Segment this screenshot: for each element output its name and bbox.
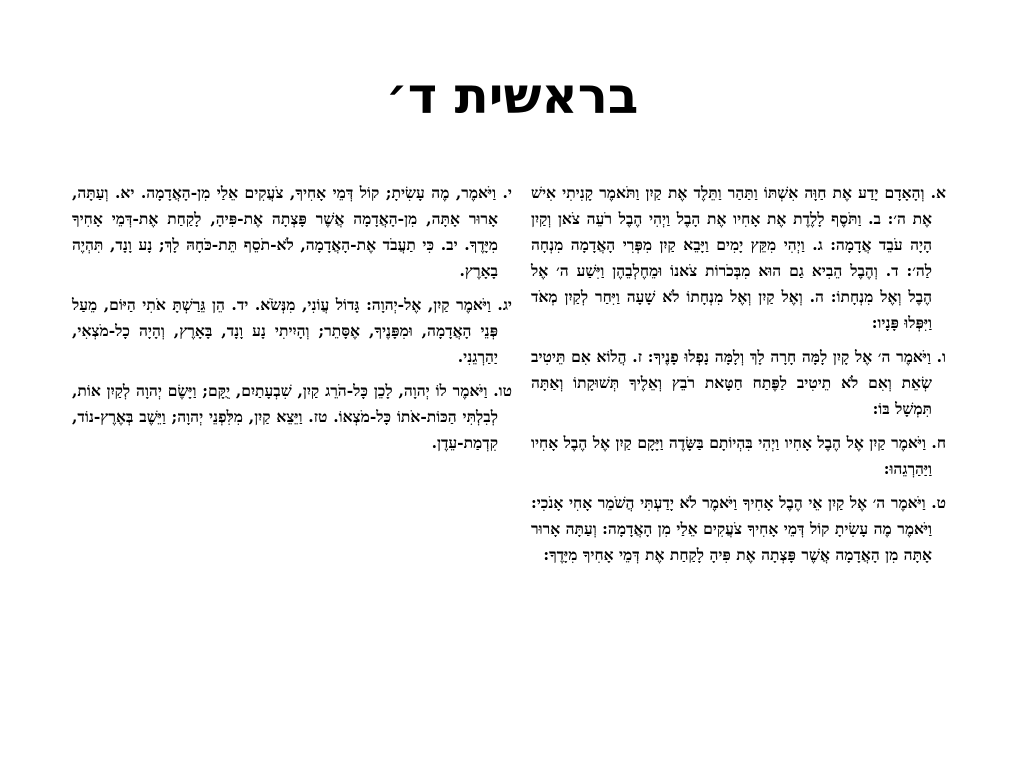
verse-paragraph: יג. וַיֹּאמֶר קַיִן, אֶל-יְהוָה: גָּדוֹל עֲוֹנִי, מִנְּשֹׂא. יד. הֵן גֵּרַשְׁתָּ אֹתִי הַיּוֹם, מֵעַל פְּנֵי הָאֲדָמָה, וּמִפָּנֶיךָ, אֶסָּתֵר; וְהָיִיתִי נָע וָנָד, בָּאָרֶץ, וְהָיָה כָל-מֹצְאִי, יַהַרְגֵנִי. — [72, 295, 512, 366]
verse-paragraph: ו. וַיֹּאמֶר ה׳ אֶל קָיִן לָמָּה חָרָה לָךְ וְלָמָּה נָפְלוּ פָנֶיךָ: ז. הֲלוֹא אִם תֵּיטִיב שְׂאֵת וְאִם לֹא תֵיטִיב לַפֶּתַח חַטָּאת רֹבֵץ וְאֵלֶיךָ תְּשׁוּקָתוֹ וְאַתָּה תִּמְשָׁל בּוֹ: — [531, 347, 946, 418]
verse-paragraph: י. וַיֹּאמֶר, מֶה עָשִׂיתָ; קוֹל דְּמֵי אָחִיךָ, צֹעֲקִים אֵלַי מִן-הָאֲדָמָה. יא. וְעַתָּה, אָרוּר אָתָּה, מִן-הָאֲדָמָה אֲשֶׁר פָּצְתָה אֶת-פִּיהָ, לָקַחַת אֶת-דְּמֵי אָחִיךָ מִיָּדֶךָ. יב. כִּי תַעֲבֹד אֶת-הָאֲדָמָה, לֹא-תֹסֵף תֵּת-כֹּחָהּ לָךְ; נָע וָנָד, תִּהְיֶה בָאָרֶץ. — [72, 183, 512, 280]
verse-paragraph: א. וְהָאָדָם יָדַע אֶת חַוָּה אִשְׁתּוֹ וַתַּהַר וַתֵּלֶד אֶת קַיִן וַתֹּאמֶר קָנִיתִי אִישׁ אֶת ה׳: ב. וַתֹּסֶף לָלֶדֶת אֶת אָחִיו אֶת הָבֶל וַיְהִי הֶבֶל רֹעֵה צֹאן וְקַיִן הָיָה עֹבֵד אֲדָמָה: ג. וַיְהִי מִקֵּץ יָמִים וַיָּבֵא קַיִן מִפְּרִי הָאֲדָמָה מִנְחָה לַה׳: ד. וְהֶבֶל הֵבִיא גַם הוּא מִבְּכֹרוֹת צֹאנוֹ וּמֵחֶלְבֵהֶן וַיִּשַׁע ה׳ אֶל הֶבֶל וְאֶל מִנְחָתוֹ: ה. וְאֶל קַיִן וְאֶל מִנְחָתוֹ לֹא שָׁעָה וַיִּחַר לְקַיִן מְאֹד וַיִּפְּלוּ פָּנָיו: — [531, 183, 946, 332]
page-title: בראשית ד׳ — [385, 67, 639, 125]
left-text-column — [72, 180, 512, 464]
verse-paragraph: ט. וַיֹּאמֶר ה׳ אֶל קַיִן אֵי הֶבֶל אָחִיךָ וַיֹּאמֶר לֹא יָדַעְתִּי הֲשֹׁמֵר אָחִי אָנֹכִי: וַיֹּאמֶר מֶה עָשִׂיתָ קוֹל דְּמֵי אָחִיךָ צֹעֲקִים אֵלַי מִן הָאֲדָמָה: וְעַתָּה אָרוּר אָתָּה מִן הָאֲדָמָה אֲשֶׁר פָּצְתָה אֶת פִּיהָ לָקַחַת אֶת דְּמֵי אָחִיךָ מִיָּדֶךָ: — [531, 493, 946, 564]
verse-paragraph: ח. וַיֹּאמֶר קַיִן אֶל הֶבֶל אָחִיו וַיְהִי בִּהְיוֹתָם בַּשָּׂדֶה וַיָּקָם קַיִן אֶל הֶבֶל אָחִיו וַיַּהַרְגֵהוּ: — [531, 433, 946, 478]
right-text-column — [531, 180, 946, 576]
verse-paragraph: טו. וַיֹּאמֶר לוֹ יְהוָה, לָכֵן כָּל-הֹרֵג קַיִן, שִׁבְעָתַיִם, יֻקָּם; וַיָּשֶׂם יְהוָה לְקַיִן אוֹת, לְבִלְתִּי הַכּוֹת-אֹתוֹ כָּל-מֹצְאוֹ. טז. וַיֵּצֵא קַיִן, מִלִּפְנֵי יְהוָה; וַיֵּשֶׁב בְּאֶרֶץ-נוֹד, קִדְמַת-עֵדֶן. — [72, 381, 512, 452]
